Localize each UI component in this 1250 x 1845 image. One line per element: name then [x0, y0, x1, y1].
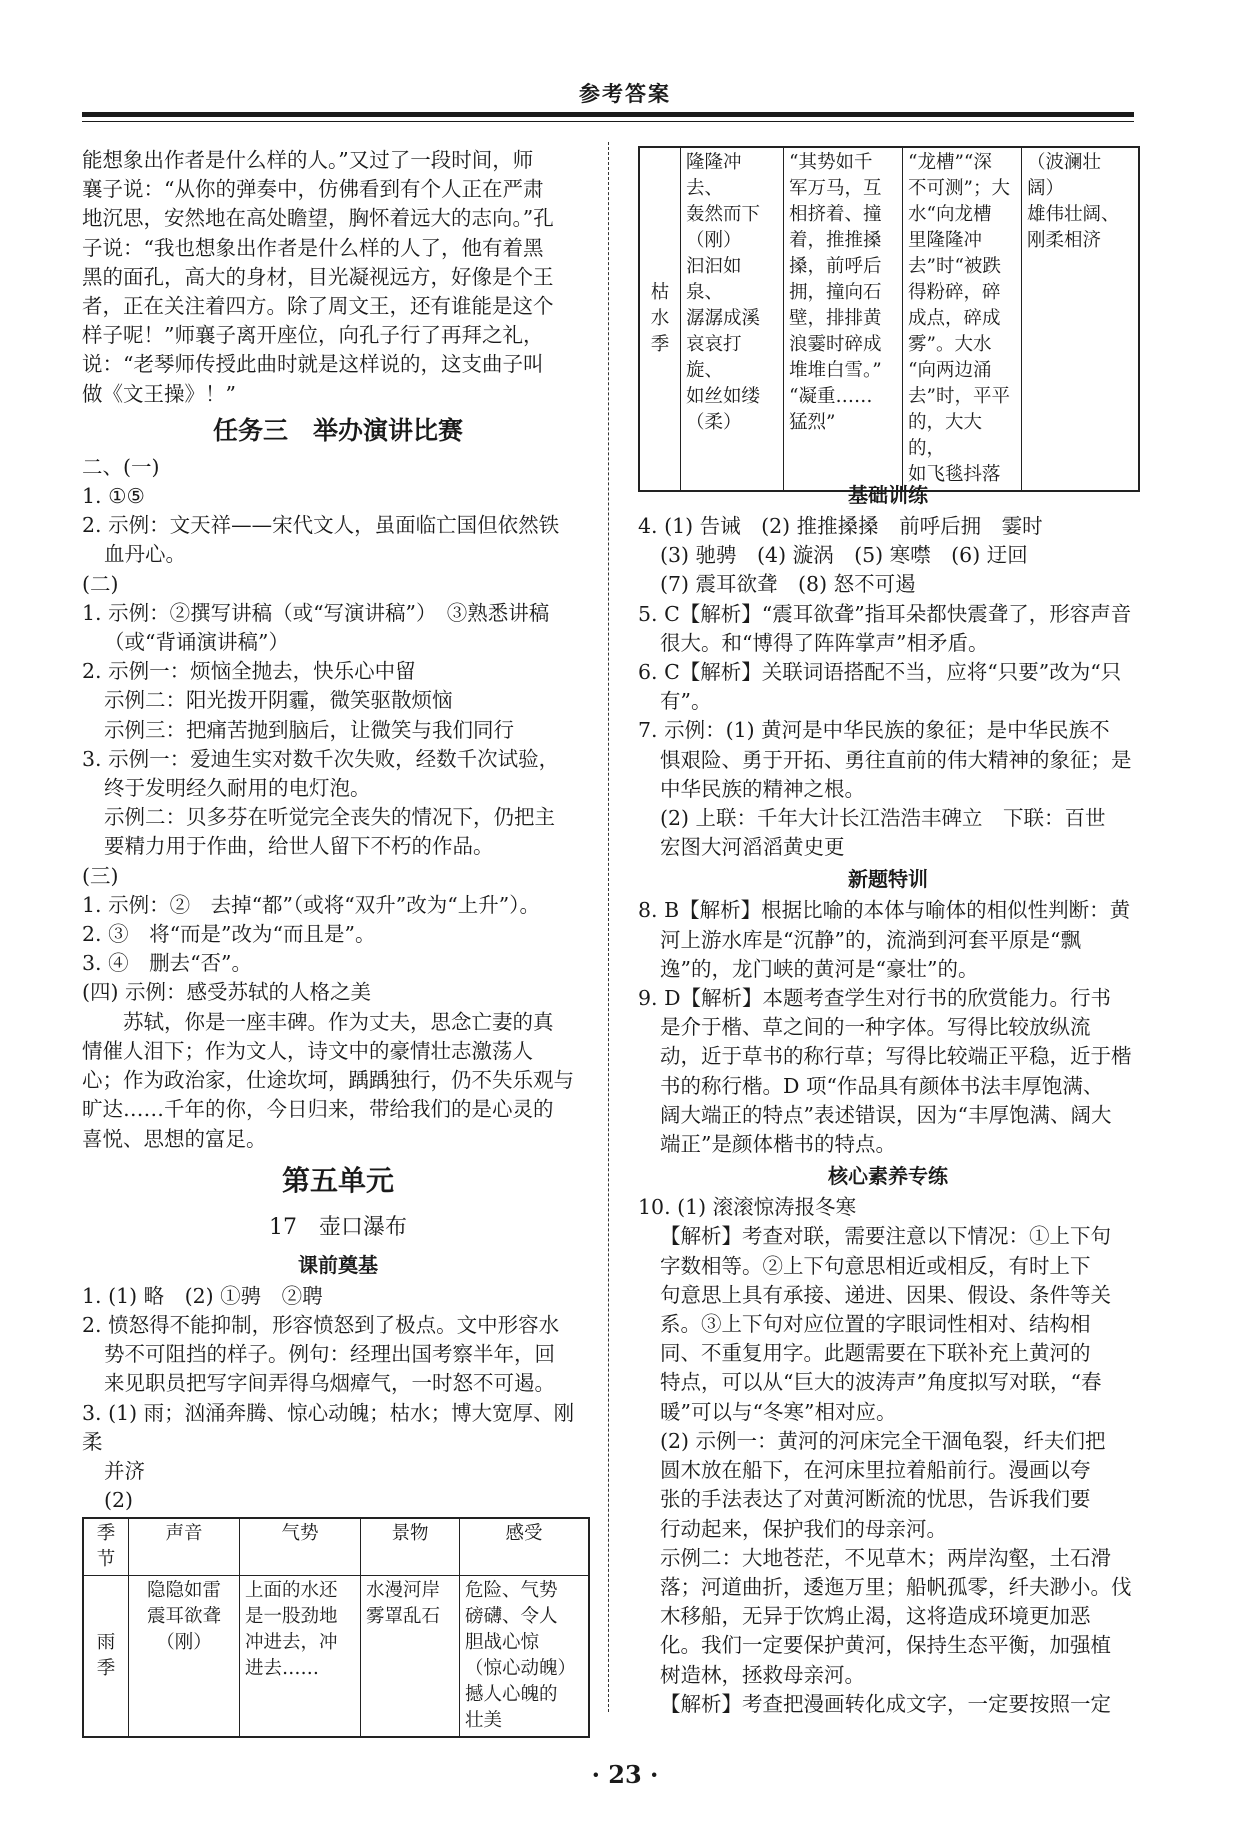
season-table-continued: [638, 146, 1140, 492]
text-line: 4. (1) 告诫 (2) 推推搡搡 前呼后拥 霎时: [638, 514, 1043, 538]
section-title: 课前奠基: [298, 1252, 378, 1277]
text-line: 树造林，拯救母亲河。: [660, 1662, 865, 1687]
text-line: (7) 震耳欲聋 (8) 怒不可遏: [660, 572, 916, 597]
table-cell: 隐隐如雷 震耳欲聋 （刚）: [129, 1576, 240, 1738]
text-line: 特点，可以从“巨大的波涛声”角度拟写对联，“春: [660, 1370, 1102, 1395]
column-divider: [608, 142, 609, 1712]
text-line: 书的称行楷。D 项“作品具有颜体书法丰厚饱满、: [660, 1073, 1104, 1098]
text-line: 2. 示例一：烦恼全抛去，快乐心中留: [82, 659, 416, 684]
text-line: 说：“老琴师传授此曲时就是这样说的，这支曲子叫: [82, 352, 544, 377]
text-line: 动，近于草书的称行草；写得比较端正平稳，近于楷: [660, 1044, 1132, 1069]
text-line: 端正”是颜体楷书的特点。: [660, 1132, 896, 1157]
text-line: 心；作为政治家，仕途坎坷，踽踽独行，仍不失乐观与: [82, 1068, 574, 1093]
text-line: 2. 愤怒得不能抑制，形容愤怒到了极点。文中形容水: [82, 1312, 560, 1337]
text-line: 字数相等。②上下句意思相近或相反，有时上下: [660, 1253, 1091, 1278]
text-line: 6. C【解析】关联词语搭配不当，应将“只要”改为“只: [638, 660, 1122, 685]
text-line: 中华民族的精神之根。: [660, 776, 865, 801]
table-header: 季节: [83, 1518, 129, 1576]
text-line: 并济: [104, 1458, 145, 1483]
text-line: 行动起来，保护我们的母亲河。: [660, 1516, 947, 1541]
text-line: 3. (1) 雨；汹涌奔腾、惊心动魄；枯水；博大宽厚、刚柔: [82, 1400, 575, 1454]
text-line: (二): [82, 571, 119, 596]
text-line: 子说：“我也想象出作者是什么样的人了，他有着黑: [82, 235, 544, 260]
text-line: 苏轼，你是一座丰碑。作为丈夫，思念亡妻的真: [82, 1009, 554, 1034]
header-rule-thick: [82, 112, 1134, 117]
left-column: [82, 146, 594, 1738]
new-question-answers: [638, 896, 1138, 1159]
unit-title: 第五单元: [281, 1163, 394, 1197]
text-line: (四) 示例：感受苏轼的人格之美: [82, 980, 372, 1005]
task-three-answers: [82, 453, 594, 1154]
text-line: （或“背诵演讲稿”）: [104, 630, 289, 655]
text-line: 终于发明经久耐用的电灯泡。: [104, 776, 371, 801]
table-cell: 隆隆冲去、 轰然而下 （刚） 汩汩如泉、 潺潺成溪 哀哀打旋、 如丝如缕 （柔）: [681, 147, 784, 491]
text-line: 宏图大河滔滔黄史更: [660, 835, 845, 860]
table-cell: （波澜壮阔） 雄伟壮阔、 刚柔相济: [1022, 147, 1140, 491]
text-line: 5. C【解析】“震耳欲聋”指耳朵都快震聋了，形容声音: [638, 601, 1132, 626]
text-line: 句意思上具有承接、递进、因果、假设、条件等关: [660, 1282, 1111, 1307]
text-line: 暖”可以与“冬寒”相对应。: [660, 1399, 897, 1424]
text-line: 示例二：大地苍茫，不见草木；两岸沟壑，土石滑: [660, 1545, 1111, 1570]
text-line: 3. 示例一：爱迪生实对数千次失败，经数千次试验，: [82, 746, 560, 771]
text-line: (2) 上联：千年大计长江浩浩丰碑立 下联：百世: [660, 806, 1106, 831]
text-line: 旷达……千年的你，今日归来，带给我们的是心灵的: [82, 1097, 554, 1122]
task-three-title: 任务三 举办演讲比赛: [212, 415, 463, 445]
table-cell: 上面的水还 是一股劲地 冲进去，冲 进去……: [240, 1576, 361, 1738]
lesson-title: 17 壶口瀑布: [269, 1214, 407, 1240]
text-line: 做《文王操》！”: [82, 381, 236, 406]
table-header: 感受: [460, 1518, 590, 1576]
text-line: 【解析】考查对联，需要注意以下情况：①上下句: [660, 1224, 1111, 1249]
text-line: 9. D【解析】本题考查学生对行书的欣赏能力。行书: [638, 986, 1112, 1011]
text-line: 2. 示例：文天祥——宋代文人，虽面临亡国但依然铁: [82, 513, 560, 538]
text-line: 8. B【解析】根据比喻的本体与喻体的相似性判断：黄: [638, 898, 1131, 923]
text-line: 阔大端正的特点”表述错误，因为“丰厚饱满、阔大: [660, 1102, 1112, 1127]
text-line: 襄子说：“从你的弹奏中，仿佛看到有个人正在严肃: [82, 177, 544, 202]
text-line: 1. 示例：② 去掉“都”（或将“双升”改为“上升”）。: [82, 892, 540, 917]
text-line: 10. (1) 滚滚惊涛报冬寒: [638, 1195, 857, 1220]
table-cell: 雨季: [83, 1576, 129, 1738]
text-line: 同、不重复用字。此题需要在下联补充上黄河的: [660, 1341, 1091, 1366]
text-line: 落；河道曲折，逶迤万里；船帆孤零，纤夫渺小。伐: [660, 1574, 1132, 1599]
intro-paragraph: [82, 146, 594, 409]
table-header: 气势: [240, 1518, 361, 1576]
season-table: [82, 1517, 590, 1738]
table-header: 景物: [361, 1518, 460, 1576]
text-line: 惧艰险、勇于开拓、勇往直前的伟大精神的象征；是: [660, 747, 1132, 772]
table-cell: 水漫河岸 雾罩乱石: [361, 1576, 460, 1738]
text-line: 系。③上下句对应位置的字眼词性相对、结构相: [660, 1312, 1091, 1337]
core-literacy-title: 核心素养专练: [828, 1164, 948, 1189]
table-header-row: [83, 1518, 589, 1576]
table-cell: “龙槽”“深 不可测”；大 水“向龙槽 里隆隆冲 去”时“被跌 得粉碎，碎 成点，碎成 雾”。大水 “向两边涌 去”时，平平 的，大大的， 如飞毯抖落: [903, 147, 1022, 491]
text-line: 1. 示例：②撰写讲稿（或“写演讲稿”） ③熟悉讲稿: [82, 600, 550, 625]
page-number: · 23 ·: [591, 1760, 659, 1789]
text-line: 2. ③ 将“而是”改为“而且是”。: [82, 922, 376, 947]
basic-training-answers: [638, 512, 1138, 862]
text-line: 张的手法表达了对黄河断流的忧思，告诉我们要: [660, 1487, 1091, 1512]
text-line: 势不可阻挡的样子。例句：经理出国考察半年，回: [104, 1342, 555, 1367]
text-line: 河上游水库是“沉静”的，流淌到河套平原是“飘: [660, 927, 1081, 952]
text-line: 二、(一): [82, 454, 160, 479]
text-line: 1. (1) 略 (2) ①骋 ②聘: [82, 1283, 323, 1308]
text-line: 情催人泪下；作为文人，诗文中的豪情壮志激荡人: [82, 1038, 533, 1063]
text-line: (3) 驰骋 (4) 漩涡 (5) 寒噤 (6) 迂回: [660, 543, 1028, 568]
text-line: 很大。和“博得了阵阵掌声”相矛盾。: [660, 630, 989, 655]
text-line: 逸”的，龙门峡的黄河是“豪壮”的。: [660, 956, 979, 981]
core-literacy-answers: [638, 1193, 1138, 1719]
text-line: 能想象出作者是什么样的人。”又过了一段时间，师: [82, 148, 534, 172]
text-line: 3. ④ 删去“否”。: [82, 951, 253, 976]
text-line: (三): [82, 863, 119, 888]
text-line: 木移船，无异于饮鸩止渴，这将造成环境更加恶: [660, 1604, 1091, 1629]
table-cell: “其势如千 军万马，互 相挤着、撞 着，推推搡 搡，前呼后 拥，撞向石 壁，排排黄 浪霎时碎成 堆堆白雪。” “凝重…… 猛烈”: [784, 147, 903, 491]
table-row: [639, 147, 1139, 491]
lesson-answers: [82, 1282, 594, 1516]
text-line: 是介于楷、草之间的一种字体。写得比较放纵流: [660, 1015, 1091, 1040]
header-rule-thin: [82, 121, 1134, 122]
text-line: (2): [104, 1488, 134, 1513]
text-line: 血丹心。: [104, 542, 186, 567]
table-cell: 枯水季: [639, 147, 681, 491]
text-line: 化。我们一定要保护黄河，保持生态平衡，加强植: [660, 1633, 1111, 1658]
right-column: [638, 478, 1138, 1719]
page-header-title: 参考答案: [579, 82, 671, 106]
text-line: 圆木放在船下，在河床里拉着船前行。漫画以夸: [660, 1458, 1091, 1483]
text-line: 1. ①⑤: [82, 484, 145, 509]
text-line: 者，正在关注着四方。除了周文王，还有谁能是这个: [82, 294, 554, 319]
text-line: 有”。: [660, 689, 712, 714]
text-line: 样子呢！”师襄子离开座位，向孔子行了再拜之礼，: [82, 323, 544, 348]
text-line: 黑的面孔，高大的身材，目光凝视远方，好像是个王: [82, 264, 554, 289]
text-line: 7. 示例：(1) 黄河是中华民族的象征；是中华民族不: [638, 718, 1110, 743]
new-question-title: 新题特训: [848, 867, 928, 892]
basic-training-title: 基础训练: [848, 483, 928, 507]
text-line: 地沉思，安然地在高处瞻望，胸怀着远大的志向。”孔: [82, 206, 554, 231]
table-header: 声音: [129, 1518, 240, 1576]
text-line: 来见职员把写字间弄得乌烟瘴气，一时怒不可遏。: [104, 1371, 555, 1396]
table-row: [83, 1576, 589, 1738]
table-cell: 危险、气势 磅礴、令人 胆战心惊 （惊心动魄） 撼人心魄的 壮美: [460, 1576, 590, 1738]
text-line: 示例二：阳光拨开阴霾，微笑驱散烦恼: [104, 688, 453, 713]
text-line: 示例二：贝多芬在听觉完全丧失的情况下，仍把主: [104, 805, 555, 830]
text-line: (2) 示例一：黄河的河床完全干涸龟裂，纤夫们把: [660, 1428, 1106, 1453]
text-line: 示例三：把痛苦抛到脑后，让微笑与我们同行: [104, 717, 514, 742]
text-line: 要精力用于作曲，给世人留下不朽的作品。: [104, 834, 494, 859]
text-line: 【解析】考查把漫画转化成文字，一定要按照一定: [660, 1691, 1111, 1716]
text-line: 喜悦、思想的富足。: [82, 1126, 267, 1151]
